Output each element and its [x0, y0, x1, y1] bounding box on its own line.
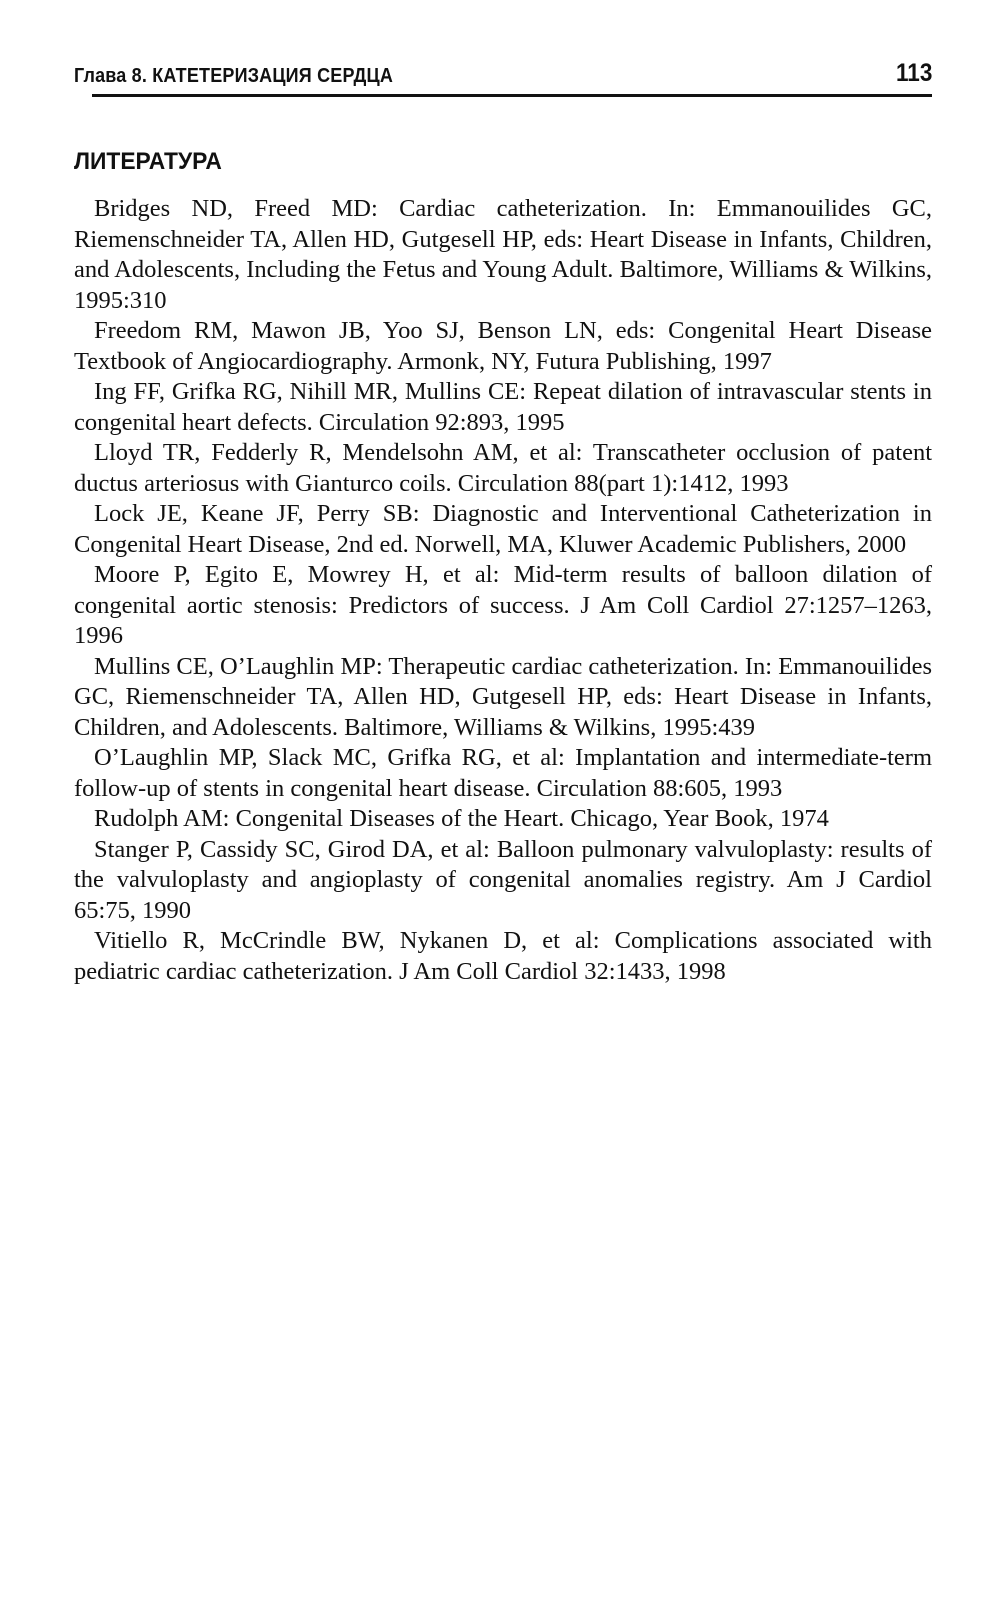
reference-item: Freedom RM, Mawon JB, Yoo SJ, Benson LN, eds: Congenital Heart Disease Textbook of Angiocardiography. Armonk, NY, Futura Publishing, 1997 [74, 317, 932, 375]
reference-item: O’Laughlin MP, Slack MC, Grifka RG, et al: Implantation and intermediate-term follow-up of stents in congenital heart disease. Circulation 88:605, 1993 [74, 744, 932, 802]
reference-item: Vitiello R, McCrindle BW, Nykanen D, et al: Complications associated with pediatric cardiac catheterization. J Am Coll Cardiol 32:1433, 1998 [74, 927, 932, 985]
reference-list [74, 194, 932, 987]
reference-item: Mullins CE, O’Laughlin MP: Therapeutic cardiac catheterization. In: Emmanouilides GC, Riemenschneider TA, Allen HD, Gutgesell HP, eds: Heart Disease in Infants, Children, and Adolescents. Baltimore, Williams & Wilkins, 1995:439 [74, 652, 932, 741]
section-heading: ЛИТЕРАТУРА [74, 148, 222, 175]
header-rule [92, 94, 932, 97]
reference-item: Moore P, Egito E, Mowrey H, et al: Mid-term results of balloon dilation of congenital aortic stenosis: Predictors of success. J Am Coll Cardiol 27:1257–1263, 1996 [74, 561, 932, 649]
running-header [74, 52, 932, 88]
reference-item: Bridges ND, Freed MD: Cardiac catheterization. In: Emmanouilides GC, Riemenschneider TA, Allen HD, Gutgesell HP, eds: Heart Disease in Infants, Children, and Adolescents, Including the Fetus and Young Adult. Baltimore, Williams & Wilkins, 1995:310 [74, 195, 932, 314]
reference-item: Rudolph AM: Congenital Diseases of the Heart. Chicago, Year Book, 1974 [94, 805, 829, 832]
reference-item: Stanger P, Cassidy SC, Girod DA, et al: Balloon pulmonary valvuloplasty: results of the valvuloplasty and angioplasty of congenital anomalies registry. Am J Cardiol 65:75, 1990 [74, 835, 932, 924]
reference-item: Lock JE, Keane JF, Perry SB: Diagnostic and Interventional Catheterization in Congenital Heart Disease, 2nd ed. Norwell, MA, Kluwer Academic Publishers, 2000 [74, 500, 932, 558]
reference-item: Ing FF, Grifka RG, Nihill MR, Mullins CE: Repeat dilation of intravascular stents in congenital heart defects. Circulation 92:893, 1995 [74, 378, 932, 436]
reference-item: Lloyd TR, Fedderly R, Mendelsohn AM, et al: Transcatheter occlusion of patent ductus arteriosus with Gianturco coils. Circulation 88(part 1):1412, 1993 [74, 439, 932, 497]
book-page [74, 52, 932, 987]
page-number: 113 [895, 59, 932, 87]
chapter-title: Глава 8. КАТЕТЕРИЗАЦИЯ СЕРДЦА [74, 65, 394, 87]
